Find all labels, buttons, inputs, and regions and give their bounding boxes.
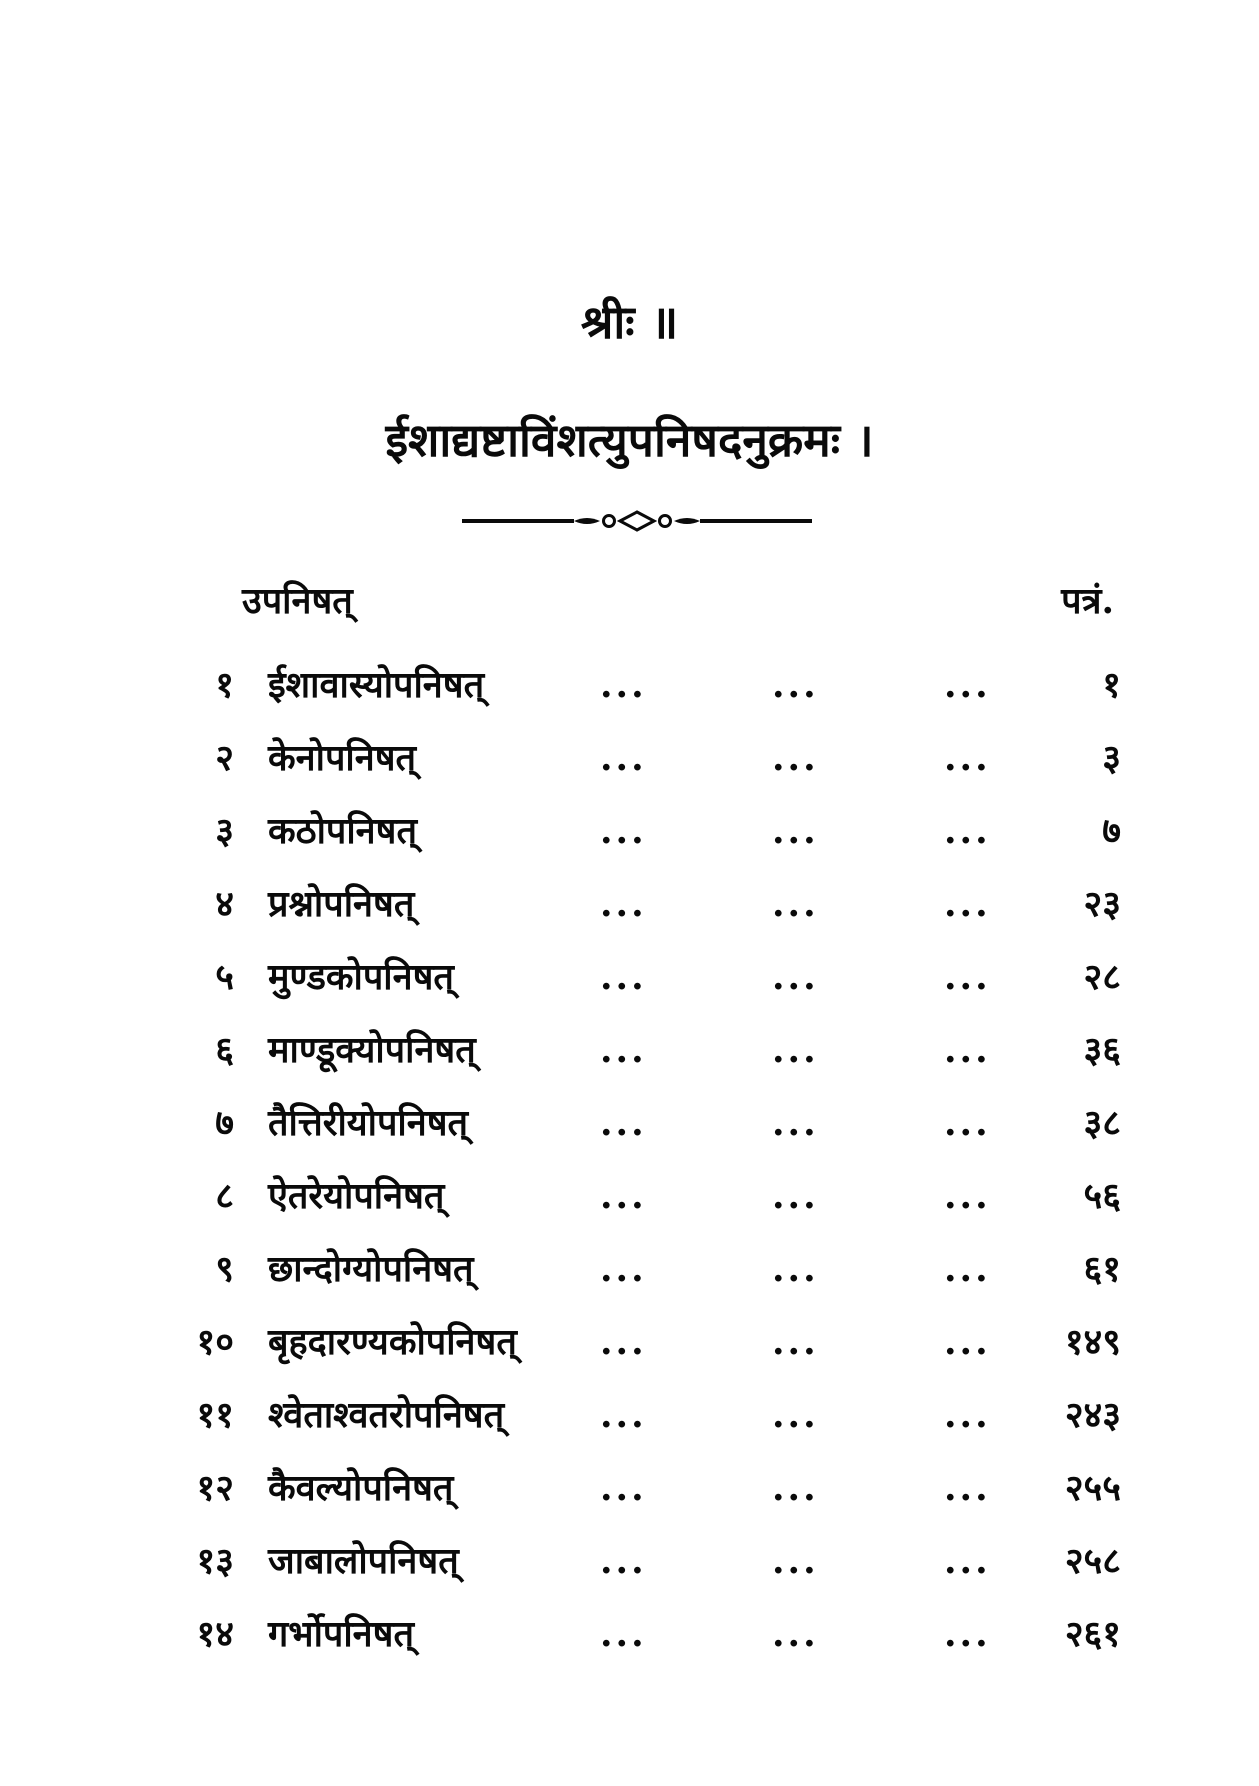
- entry-title: बृहदारण्यकोपनिषत्: [268, 1321, 517, 1363]
- entry-title: कैवल्योपनिषत्: [268, 1467, 454, 1509]
- entry-page: २८: [1083, 956, 1121, 998]
- dot-leader: ...: [772, 810, 819, 852]
- dot-leader: ...: [944, 664, 991, 706]
- list-item: [0, 881, 1259, 954]
- dot-leader: ...: [772, 1321, 819, 1363]
- entry-number: ३: [215, 810, 234, 852]
- entry-page: २६१: [1064, 1613, 1121, 1655]
- list-item: [0, 1465, 1259, 1538]
- list-item: [0, 1100, 1259, 1173]
- dot-leader: ...: [944, 1248, 991, 1290]
- dot-leader: ...: [772, 1175, 819, 1217]
- list-item: [0, 808, 1259, 881]
- entry-page: १: [1102, 664, 1121, 706]
- entry-number: ४: [215, 883, 234, 925]
- dot-leader: ...: [772, 956, 819, 998]
- entry-title: माण्डूक्योपनिषत्: [268, 1029, 476, 1071]
- entry-page: २५८: [1064, 1540, 1121, 1582]
- entry-title: प्रश्नोपनिषत्: [268, 883, 415, 925]
- list-item: [0, 1027, 1259, 1100]
- dot-leader: ...: [600, 1394, 647, 1436]
- dot-leader: ...: [944, 1321, 991, 1363]
- dot-leader: ...: [772, 1248, 819, 1290]
- entry-page: २३: [1083, 883, 1121, 925]
- dot-leader: ...: [772, 1467, 819, 1509]
- list-item: [0, 1538, 1259, 1611]
- entry-number: १४: [196, 1613, 234, 1655]
- entry-page: ६१: [1083, 1248, 1121, 1290]
- dot-leader: ...: [600, 1248, 647, 1290]
- list-item: [0, 1611, 1259, 1684]
- dot-leader: ...: [944, 1175, 991, 1217]
- entry-number: १२: [196, 1467, 234, 1509]
- entry-page: ७: [1102, 810, 1121, 852]
- dot-leader: ...: [600, 737, 647, 779]
- page-title: ईशाद्यष्टाविंशत्युपनिषदनुक्रमः ।: [385, 413, 874, 467]
- entry-page: ३६: [1083, 1029, 1121, 1071]
- entry-title: केनोपनिषत्: [268, 737, 417, 779]
- dot-leader: ...: [944, 1540, 991, 1582]
- dot-leader: ...: [600, 1029, 647, 1071]
- dot-leader: ...: [944, 1467, 991, 1509]
- entry-title: श्वेताश्वतरोपनिषत्: [268, 1394, 505, 1436]
- dot-leader: ...: [600, 1175, 647, 1217]
- dot-leader: ...: [600, 810, 647, 852]
- entry-page: ५६: [1083, 1175, 1121, 1217]
- list-item: [0, 1173, 1259, 1246]
- list-item: [0, 1319, 1259, 1392]
- entry-title: छान्दोग्योपनिषत्: [268, 1248, 474, 1290]
- entry-title: ईशावास्योपनिषत्: [268, 664, 485, 706]
- entry-page: ३: [1102, 737, 1121, 779]
- dot-leader: ...: [944, 1394, 991, 1436]
- entry-number: ६: [215, 1029, 234, 1071]
- dot-leader: ...: [772, 883, 819, 925]
- entry-number: ८: [215, 1175, 234, 1217]
- dot-leader: ...: [772, 1613, 819, 1655]
- dot-leader: ...: [600, 1321, 647, 1363]
- dot-leader: ...: [600, 1613, 647, 1655]
- list-item: [0, 1246, 1259, 1319]
- invocation-heading: श्रीः ॥: [580, 295, 679, 349]
- list-item: [0, 1392, 1259, 1465]
- dot-leader: ...: [600, 664, 647, 706]
- dot-leader: ...: [600, 1102, 647, 1144]
- entry-number: ७: [215, 1102, 234, 1144]
- entry-page: २४३: [1064, 1394, 1121, 1436]
- column-header-page: पत्रं.: [1061, 580, 1114, 622]
- entry-page: ३८: [1083, 1102, 1121, 1144]
- dot-leader: ...: [600, 956, 647, 998]
- list-item: [0, 662, 1259, 735]
- entry-number: १३: [196, 1540, 234, 1582]
- column-header-upanishad: उपनिषत्: [242, 580, 353, 622]
- entry-number: ११: [196, 1394, 234, 1436]
- entry-title: मुण्डकोपनिषत्: [268, 956, 454, 998]
- dot-leader: ...: [944, 956, 991, 998]
- list-item: [0, 954, 1259, 1027]
- dot-leader: ...: [772, 737, 819, 779]
- entry-title: ऐतरेयोपनिषत्: [268, 1175, 445, 1217]
- dot-leader: ...: [772, 1540, 819, 1582]
- entry-page: २५५: [1064, 1467, 1121, 1509]
- entry-title: तैत्तिरीयोपनिषत्: [268, 1102, 469, 1144]
- list-item: [0, 735, 1259, 808]
- dot-leader: ...: [944, 737, 991, 779]
- entry-title: कठोपनिषत्: [268, 810, 417, 852]
- entry-number: २: [215, 737, 234, 779]
- dot-leader: ...: [600, 883, 647, 925]
- dot-leader: ...: [772, 664, 819, 706]
- entry-number: १: [215, 664, 234, 706]
- dot-leader: ...: [944, 1029, 991, 1071]
- contents-list: [0, 662, 1259, 1684]
- dot-leader: ...: [944, 1102, 991, 1144]
- dot-leader: ...: [600, 1467, 647, 1509]
- entry-number: ५: [215, 956, 234, 998]
- entry-number: ९: [215, 1248, 234, 1290]
- entry-title: गर्भोपनिषत्: [268, 1613, 414, 1655]
- entry-page: १४९: [1064, 1321, 1121, 1363]
- entry-title: जाबालोपनिषत्: [268, 1540, 459, 1582]
- entry-number: १०: [196, 1321, 234, 1363]
- dot-leader: ...: [772, 1394, 819, 1436]
- dot-leader: ...: [944, 810, 991, 852]
- dot-leader: ...: [772, 1029, 819, 1071]
- dot-leader: ...: [944, 1613, 991, 1655]
- dot-leader: ...: [772, 1102, 819, 1144]
- ornamental-divider: [462, 506, 812, 536]
- dot-leader: ...: [944, 883, 991, 925]
- dot-leader: ...: [600, 1540, 647, 1582]
